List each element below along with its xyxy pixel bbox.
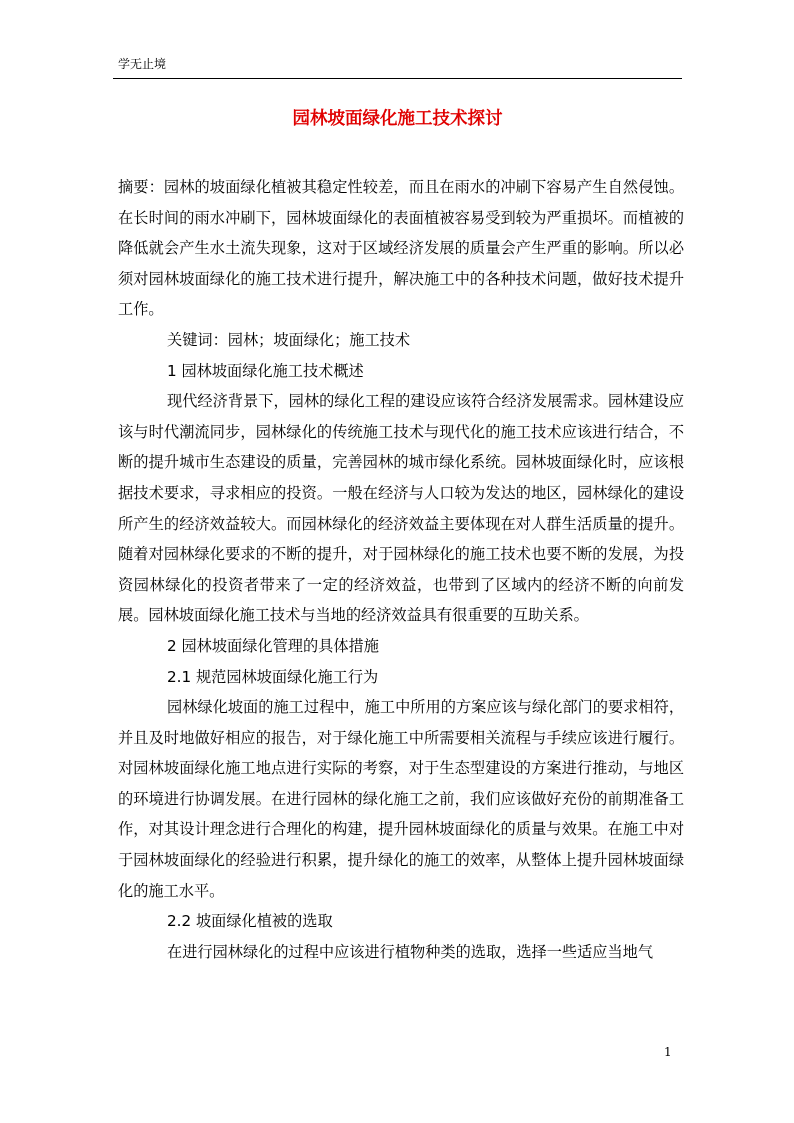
subsection-heading-2-1: 2.1 规范园林坡面绿化施工行为 bbox=[167, 667, 379, 686]
header-divider bbox=[113, 78, 682, 79]
body-paragraph: 现代经济背景下，园林的绿化工程的建设应该符合经济发展需求。园林建设应该与时代潮流同步，园林绿化的传统施工技术与现代化的施工技术应该进行结合，不断的提升城市生态建设的质量，完善园林的城市绿化系统。园林坡面绿化时，应该根据技术要求，寻求相应的投资。一般在经济与人口较为发达的地区，园林绿化的建设所产生的经济效益较大。而园林绿化的经济效益主要体现在对人群生活质量的提升。随着对园林绿化要求的不断的提升，对于园林绿化的施工技术也要不断的发展，为投资园林绿化的投资者带来了一定的经济效益，也带到了区域内的经济不断的向前发展。园林坡面绿化施工技术与当地的经济效益具有很重要的互助关系。 bbox=[118, 392, 684, 625]
subsection-heading-2-2: 2.2 坡面绿化植被的选取 bbox=[167, 912, 333, 931]
running-header: 学无止境 bbox=[118, 57, 167, 71]
document-body bbox=[118, 172, 684, 967]
abstract-paragraph: 摘要：园林的坡面绿化植被其稳定性较差，而且在雨水的冲刷下容易产生自然侵蚀。在长时间的雨水冲刷下，园林坡面绿化的表面植被容易受到较为严重损坏。而植被的降低就会产生水土流失现象，这对于区域经济发展的质量会产生严重的影响。所以必须对园林坡面绿化的施工技术进行提升，解决施工中的各种技术问题，做好技术提升工作。 bbox=[118, 178, 684, 319]
body-paragraph: 园林绿化坡面的施工过程中，施工中所用的方案应该与绿化部门的要求相符，并且及时地做好相应的报告，对于绿化施工中所需要相关流程与手续应该进行履行。对园林坡面绿化施工地点进行实际的考察，对于生态型建设的方案进行推动，与地区的环境进行协调发展。在进行园林的绿化施工之前，我们应该做好充份的前期准备工作，对其设计理念进行合理化的构建，提升园林坡面绿化的质量与效果。在施工中对于园林坡面绿化的经验进行积累，提升绿化的施工的效率，从整体上提升园林坡面绿化的施工水平。 bbox=[118, 698, 684, 900]
keywords-line: 关键词：园林；坡面绿化；施工技术 bbox=[167, 330, 410, 349]
document-title: 园林坡面绿化施工技术探讨 bbox=[292, 109, 503, 129]
page-number: 1 bbox=[664, 1045, 672, 1059]
body-paragraph: 在进行园林绿化的过程中应该进行植物种类的选取，选择一些适应当地气 bbox=[167, 942, 653, 961]
section-heading-2: 2 园林坡面绿化管理的具体措施 bbox=[167, 636, 379, 655]
section-heading-1: 1 园林坡面绿化施工技术概述 bbox=[167, 361, 364, 380]
